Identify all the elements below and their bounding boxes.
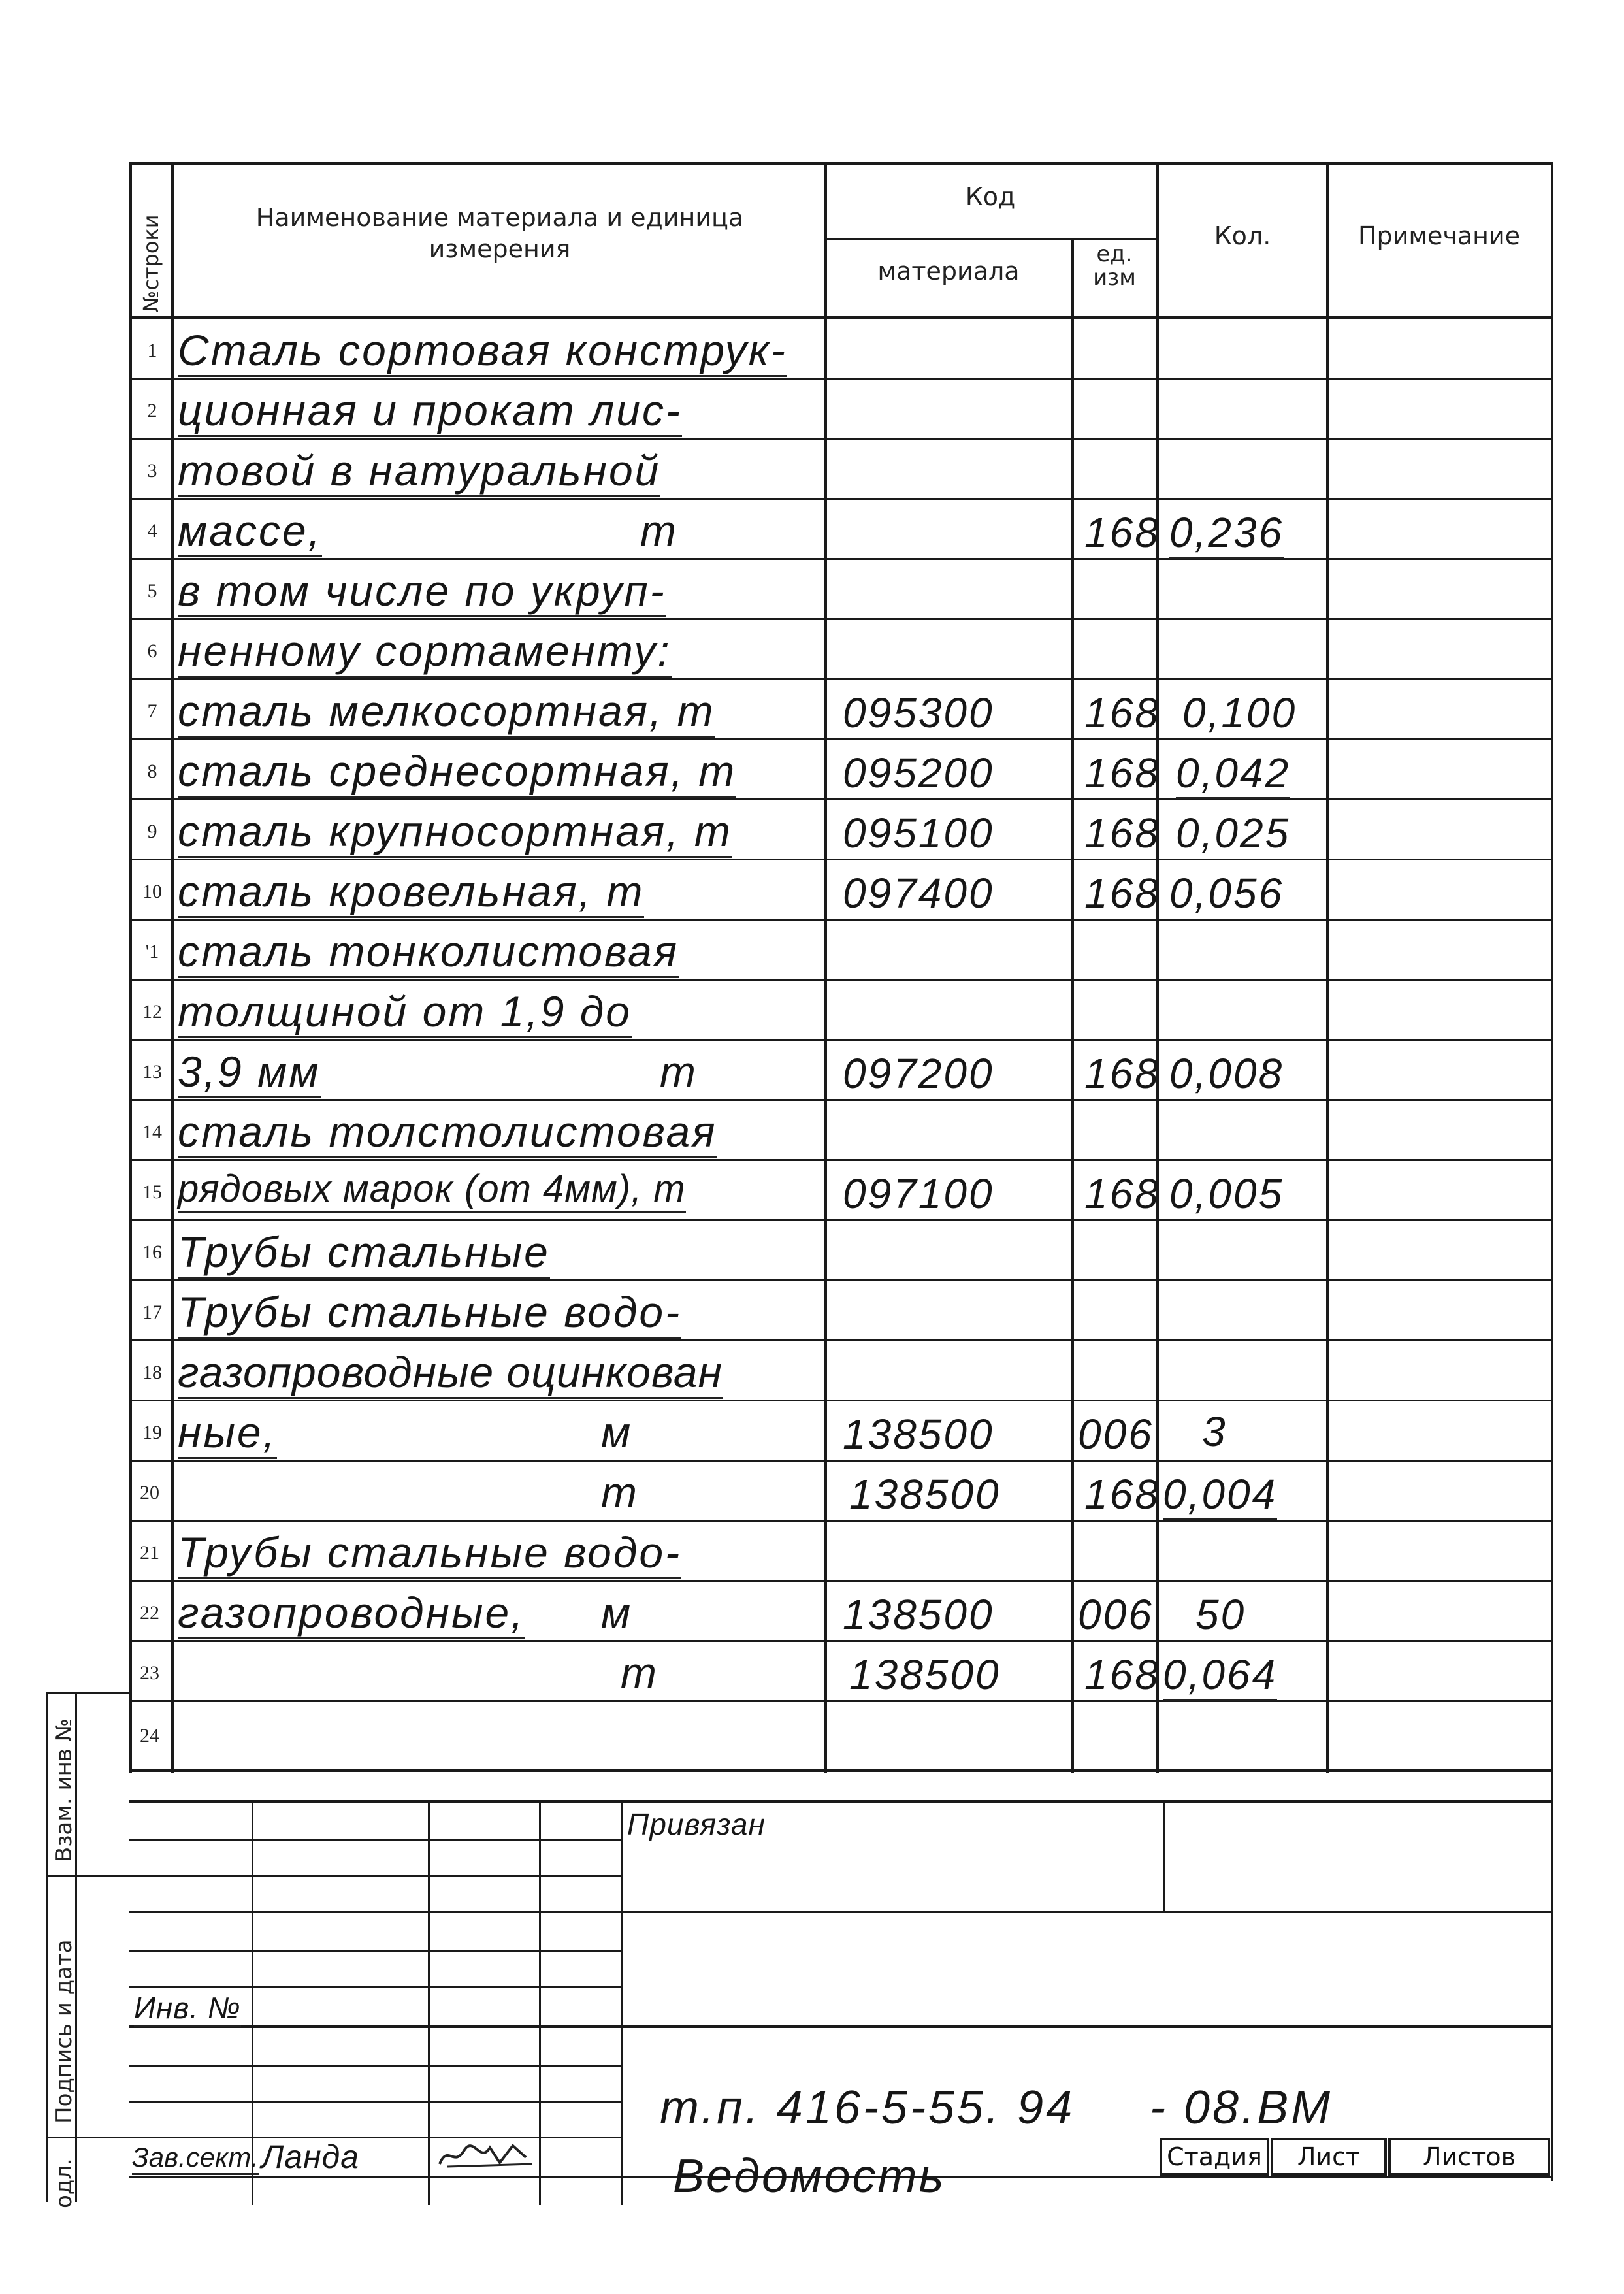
row-material-code: 097400: [843, 870, 994, 917]
row-line: [129, 1219, 1553, 1221]
row-number: 3: [147, 460, 157, 482]
col-line-name: [824, 162, 827, 1773]
stamp-line: [129, 2137, 621, 2138]
stamp-line: [621, 1911, 1553, 1913]
row-line: [129, 1099, 1553, 1101]
signature-scribble: [434, 2138, 536, 2172]
row-number: 10: [142, 881, 162, 902]
row-quantity: 50: [1195, 1591, 1246, 1638]
row-unit-label: т: [621, 1648, 658, 1697]
stamp-surname: Ланда: [261, 2138, 360, 2175]
row-number: 22: [140, 1602, 159, 1624]
header-code-material: материала: [877, 257, 1020, 286]
row-quantity: 0,056: [1169, 870, 1284, 917]
row-line: [129, 919, 1553, 921]
row-unit-code: 168: [1084, 689, 1160, 736]
stamp-doc-suffix: - 08.ВМ: [1150, 2082, 1333, 2134]
row-line: [129, 1400, 1553, 1401]
header-qty: Кол.: [1214, 221, 1271, 250]
stamp-line: [129, 2025, 1553, 2028]
row-quantity: 0,025: [1176, 810, 1291, 857]
header-row-number: №строки: [138, 214, 163, 312]
row-quantity: 0,236: [1169, 508, 1284, 559]
stamp-line: [129, 2101, 621, 2103]
row-text: газопроводные оцинкован: [178, 1347, 723, 1399]
col-line-code: [1071, 238, 1074, 1773]
row-number: 24: [140, 1725, 159, 1746]
row-line: [129, 438, 1553, 440]
code-subheader-line: [824, 238, 1156, 240]
side-strip-line: [46, 1692, 48, 2202]
row-line: [129, 1700, 1553, 1702]
row-text: ционная и прокат лис-: [178, 385, 682, 437]
row-number: 15: [142, 1181, 162, 1203]
row-line: [129, 498, 1553, 500]
row-material-code: 095300: [843, 689, 994, 736]
stamp-line: [129, 1986, 621, 1988]
row-text: сталь мелкосортная, т: [178, 686, 715, 738]
row-text: товой в натуральной: [178, 446, 660, 497]
row-unit-code: 006: [1078, 1591, 1154, 1638]
stamp-line: [428, 1800, 430, 2205]
stamp-line: [129, 1875, 621, 1877]
row-text: массе,: [178, 506, 322, 557]
row-quantity: 0,005: [1169, 1170, 1284, 1217]
row-text: сталь толстолистовая: [178, 1107, 717, 1158]
side-strip-line: [46, 1692, 131, 1694]
row-unit-label: м: [601, 1408, 633, 1456]
row-unit-code: 168: [1084, 1050, 1160, 1097]
stamp-inv-no: Инв. №: [134, 1990, 241, 2027]
row-number: 12: [142, 1001, 162, 1023]
row-text: сталь тонколистовая: [178, 926, 679, 978]
row-line: [129, 1520, 1553, 1522]
row-line: [129, 859, 1553, 860]
row-quantity: 3: [1202, 1408, 1227, 1455]
row-number: 17: [142, 1302, 162, 1323]
row-number: 1: [147, 340, 157, 361]
row-quantity: 0,100: [1182, 689, 1297, 736]
row-text: сталь крупносортная, т: [178, 806, 732, 858]
row-unit-code: 168: [1084, 1651, 1160, 1698]
stamp-line: [1551, 1769, 1553, 2181]
row-unit-label: т: [640, 506, 678, 555]
row-number: 20: [140, 1482, 159, 1503]
row-material-code: 138500: [843, 1411, 994, 1458]
stamp-doc-code: т.п. 416-5-55. 94: [660, 2082, 1075, 2134]
stamp-line: [621, 1800, 623, 2205]
row-text: сталь кровельная, т: [178, 866, 644, 918]
side-strip-line: [46, 1875, 131, 1877]
row-line: [129, 1580, 1553, 1582]
row-line: [129, 1640, 1553, 1642]
row-material-code: 095200: [843, 749, 994, 796]
row-number: 7: [147, 700, 157, 722]
row-number: 6: [147, 640, 157, 662]
row-material-code: 138500: [849, 1651, 1001, 1698]
row-text: Трубы стальные: [178, 1227, 550, 1279]
row-text: 3,9 мм: [178, 1047, 321, 1098]
table-left-border: [129, 162, 132, 1773]
header-name: Наименование материала и единица измерения: [255, 203, 744, 263]
table-bottom-border: [129, 1769, 1553, 1772]
row-line: [129, 678, 1553, 680]
row-unit-label: м: [601, 1588, 633, 1637]
row-line: [129, 738, 1553, 740]
stamp-stage: Стадия: [1160, 2138, 1269, 2176]
side-strip-line: [46, 2137, 131, 2138]
row-unit-code: 168: [1084, 810, 1160, 857]
row-quantity: 0,064: [1163, 1650, 1277, 1701]
stamp-line: [129, 1950, 621, 1952]
row-text: в том числе по укруп-: [178, 566, 666, 617]
row-text: сталь среднесортная, т: [178, 746, 736, 798]
row-unit-label: т: [601, 1468, 639, 1516]
stamp-line: [539, 1800, 541, 2205]
row-text: толщиной от 1,9 до: [178, 987, 632, 1038]
row-number: 23: [140, 1662, 159, 1684]
side-label-podpis: Подпись и дата: [51, 1939, 77, 2123]
row-number: 2: [147, 400, 157, 421]
row-number: 21: [140, 1542, 159, 1564]
row-quantity: 0,008: [1169, 1050, 1284, 1097]
stamp-line: [129, 1800, 1553, 1803]
row-line: [129, 1039, 1553, 1041]
stamp-line: [129, 1839, 621, 1841]
row-line: [129, 1339, 1553, 1341]
row-number: 4: [147, 520, 157, 542]
row-unit-label: т: [660, 1047, 698, 1096]
row-line: [129, 378, 1553, 380]
row-text: Сталь сортовая конструк-: [178, 325, 787, 377]
row-number: 13: [142, 1061, 162, 1083]
row-material-code: 095100: [843, 810, 994, 857]
row-line: [129, 1159, 1553, 1161]
row-line: [129, 798, 1553, 800]
row-line: [129, 979, 1553, 981]
side-label-vzam: Взам. инв №: [51, 1718, 77, 1862]
header-code-unit: ед. изм: [1093, 241, 1136, 291]
row-material-code: 097200: [843, 1050, 994, 1097]
header-note: Примечание: [1357, 221, 1521, 250]
row-number: 16: [142, 1241, 162, 1263]
row-number: 14: [142, 1121, 162, 1143]
row-line: [129, 618, 1553, 620]
col-line-unit: [1156, 162, 1159, 1773]
stamp-line: [129, 1911, 621, 1913]
col-line-rownum: [171, 162, 174, 1773]
row-text: рядовых марок (от 4мм), т: [178, 1167, 686, 1213]
row-unit-code: 168: [1084, 1471, 1160, 1518]
table-right-border: [1551, 162, 1553, 1773]
row-unit-code: 168: [1084, 749, 1160, 796]
stamp-sheet: Лист: [1271, 2138, 1387, 2176]
header-code: Код: [965, 182, 1016, 211]
row-text: газопроводные,: [178, 1588, 525, 1639]
row-unit-code: 168: [1084, 870, 1160, 917]
stamp-zav-sect: Зав.сект.: [132, 2142, 259, 2175]
row-material-code: 097100: [843, 1170, 994, 1217]
stamp-privyazan: Привязан: [627, 1807, 766, 1841]
row-unit-code: 168: [1084, 509, 1160, 556]
row-text: Трубы стальные водо-: [178, 1528, 681, 1579]
stamp-line: [129, 2065, 621, 2067]
side-label-podl: одл.: [51, 2158, 77, 2208]
header-bottom-border: [129, 316, 1553, 319]
row-line: [129, 558, 1553, 560]
stamp-doc-title: Ведомость: [673, 2150, 946, 2203]
row-number: '1: [145, 941, 159, 962]
row-material-code: 138500: [849, 1471, 1001, 1518]
row-quantity: 0,004: [1163, 1470, 1277, 1520]
row-unit-code: 168: [1084, 1170, 1160, 1217]
row-line: [129, 1279, 1553, 1281]
row-number: 5: [147, 580, 157, 602]
row-line: [129, 1460, 1553, 1462]
col-line-qty: [1326, 162, 1329, 1773]
stamp-line: [1163, 1800, 1165, 1911]
row-number: 18: [142, 1362, 162, 1383]
row-text: Трубы стальные водо-: [178, 1287, 681, 1339]
row-text: ные,: [178, 1407, 277, 1459]
row-number: 9: [147, 821, 157, 842]
row-text: ненному сортаменту:: [178, 626, 672, 678]
stamp-sheets: Листов: [1388, 2138, 1550, 2176]
row-number: 8: [147, 761, 157, 782]
row-number: 19: [142, 1422, 162, 1443]
row-unit-code: 006: [1078, 1411, 1154, 1458]
row-material-code: 138500: [843, 1591, 994, 1638]
row-quantity: 0,042: [1176, 749, 1290, 799]
table-top-border: [129, 162, 1553, 165]
